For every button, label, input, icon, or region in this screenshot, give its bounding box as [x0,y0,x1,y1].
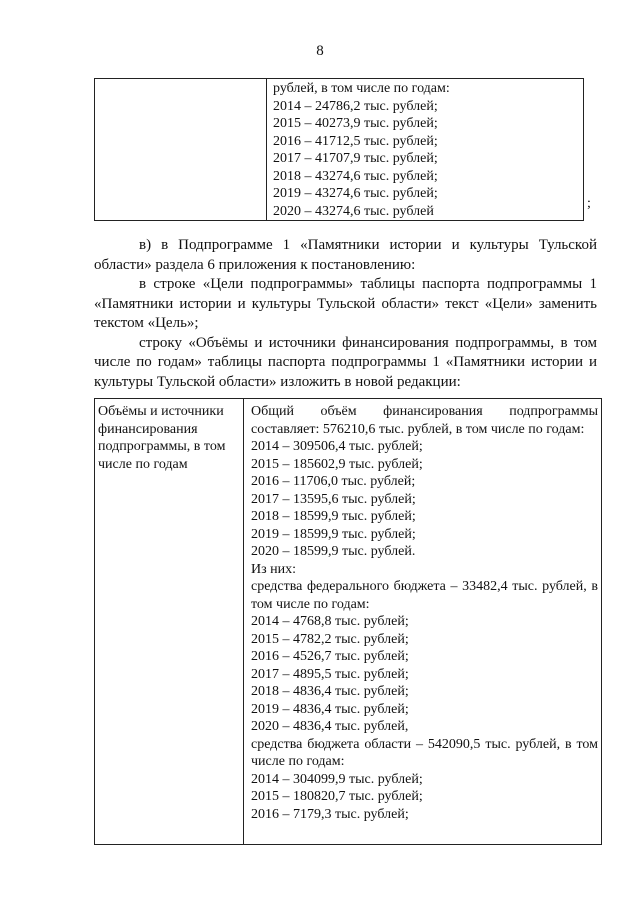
total-year-line: 2017 – 13595,6 тыс. рублей; [251,491,416,507]
total-financing-text: Общий объём финансирования подпрограммы составляет: 576210,6 тыс. рублей, в том числе по годам: [251,404,598,437]
table1-right-cell [267,79,584,221]
regional-year-line: 2015 – 180820,7 тыс. рублей; [251,789,423,804]
table1-line: 2018 – 43274,6 тыс. рублей; [273,168,438,184]
table1-line: 2014 – 24786,2 тыс. рублей; [273,98,438,114]
total-year-line: 2018 – 18599,9 тыс. рублей; [251,509,416,524]
regional-budget-text: средства бюджета области – 542090,5 тыс. рублей, в том числе по годам: [251,736,598,769]
federal-year-line: 2017 – 4895,5 тыс. рублей; [251,666,409,682]
federal-year-line: 2019 – 4836,4 тыс. рублей; [251,701,409,717]
table2-right-cell [244,399,602,845]
total-year-line: 2020 – 18599,9 тыс. рублей. [251,544,416,559]
table1-line: 2019 – 43274,6 тыс. рублей; [273,186,438,201]
table1-line: рублей, в том числе по годам: [273,81,450,96]
table1-line: 2015 – 40273,9 тыс. рублей; [273,116,438,131]
federal-year-line: 2020 – 4836,4 тыс. рублей, [251,719,409,734]
total-year-line: 2016 – 11706,0 тыс. рублей; [251,474,416,489]
body-text [94,236,597,392]
total-year-line: 2015 – 185602,9 тыс. рублей; [251,456,423,472]
table1-line: 2017 – 41707,9 тыс. рублей; [273,151,438,166]
paragraph: в строке «Цели подпрограммы» таблицы паспорта подпрограммы 1 «Памятники истории и культуры Тульской области» текст «Цели» заменить текстом «Цель»; [94,276,597,331]
of-them-label: Из них: [251,561,297,577]
table2-left-cell: Объёмы и источники финансирования подпрограммы, в том числе по годам [95,399,244,845]
federal-year-line: 2014 – 4768,8 тыс. рублей; [251,614,409,629]
paragraph: строку «Объёмы и источники финансирования подпрограммы, в том числе по годам» таблицы паспорта подпрограммы 1 «Памятники истории и культуры Тульской области» изложить в новой редакции: [94,334,597,390]
federal-year-line: 2015 – 4782,2 тыс. рублей; [251,631,409,647]
regional-year-line: 2014 – 304099,9 тыс. рублей; [251,771,423,787]
total-year-line: 2019 – 18599,9 тыс. рублей; [251,526,416,542]
passport-table-continuation [94,78,584,221]
page-number: 8 [316,43,324,59]
federal-budget-text: средства федерального бюджета – 33482,4 тыс. рублей, в том числе по годам: [251,579,598,612]
federal-year-line: 2018 – 4836,4 тыс. рублей; [251,684,409,699]
table1-left-cell [95,79,267,221]
regional-year-line: 2016 – 7179,3 тыс. рублей; [251,806,409,822]
passport-table-financing [94,398,602,845]
federal-year-line: 2016 – 4526,7 тыс. рублей; [251,649,409,664]
table1-line: 2020 – 43274,6 тыс. рублей [273,203,434,219]
table1-trailing-semicolon: ; [587,196,591,211]
total-year-line: 2014 – 309506,4 тыс. рублей; [251,439,423,454]
table1-line: 2016 – 41712,5 тыс. рублей; [273,133,438,149]
paragraph: в) в Подпрограмме 1 «Памятники истории и культуры Тульской области» раздела 6 приложения к постановлению: [94,237,597,273]
